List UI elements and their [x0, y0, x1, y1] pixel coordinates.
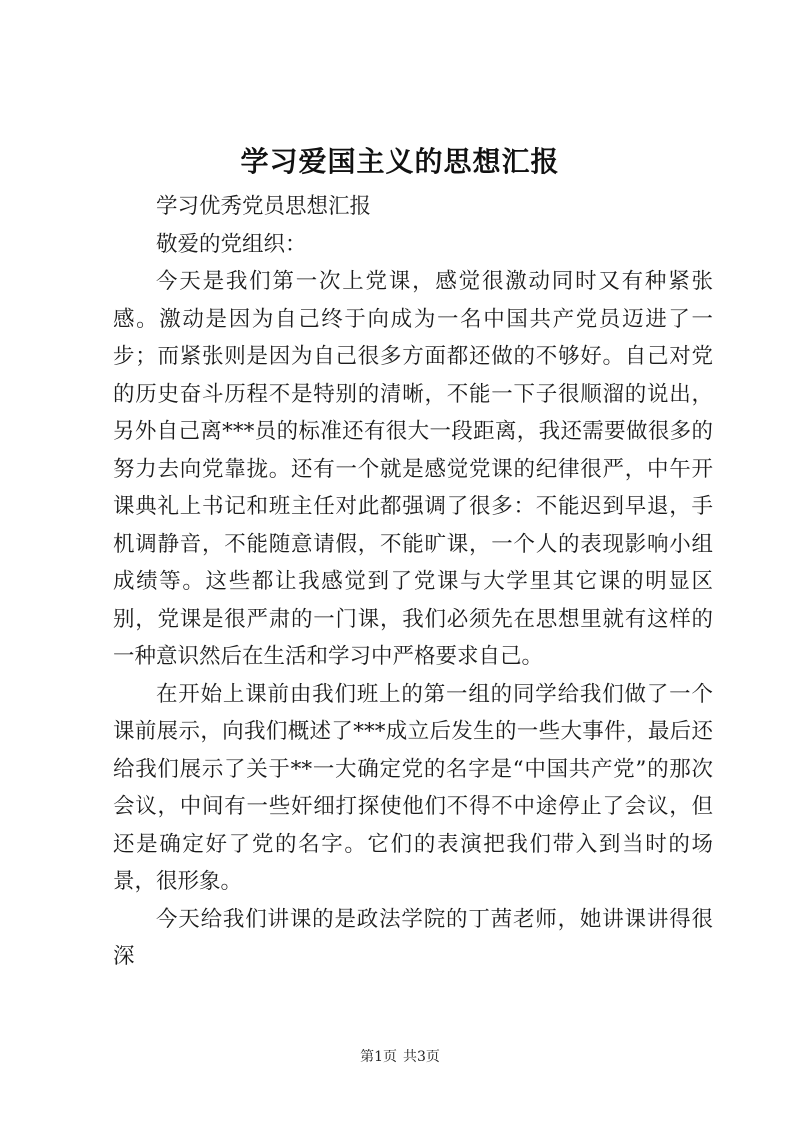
document-title: 学习爱国主义的思想汇报 — [240, 145, 560, 178]
paragraph-subtitle: 学习优秀党员思想汇报 — [156, 194, 372, 219]
page-total: 共3页 — [403, 1049, 440, 1065]
paragraph-body: 在开始上课前由我们班上的第一组的同学给我们做了一个课前展示，向我们概述了***成立后发生的一些大事件，最后还给我们展示了关于**一大确定党的名字是“中国共产党”的那次会议，中间有一些奸细打探使他们不得不中途停止了会议，但还是确定好了党的名字。它们的表演把我们带入到当时的场景，很形象。 — [113, 681, 713, 894]
document-body — [113, 188, 713, 976]
paragraph-body: 今天给我们讲课的是政法学院的丁茜老师，她讲课讲得很深 — [113, 906, 713, 969]
paragraph-body: 今天是我们第一次上党课，感觉很激动同时又有种紧张感。激动是因为自己终于向成为一名中国共产党员迈进了一步；而紧张则是因为自己很多方面都还做的不够好。自己对党的历史奋斗历程不是特别的清晰，不能一下子很顺溜的说出，另外自己离***员的标准还有很大一段距离，我还需要做很多的努力去向党靠拢。还有一个就是感觉党课的纪律很严，中午开课典礼上书记和班主任对此都强调了很多：不能迟到早退，手机调静音，不能随意请假，不能旷课，一个人的表现影响小组成绩等。这些都让我感觉到了党课与大学里其它课的明显区别，党课是很严肃的一门课，我们必须先在思想里就有这样的一种意识然后在生活和学习中严格要求自己。 — [113, 269, 713, 669]
paragraph-salutation: 敬爱的党组织： — [156, 231, 307, 257]
page-footer — [0, 1047, 800, 1067]
page-number: 第1页 — [360, 1049, 397, 1065]
